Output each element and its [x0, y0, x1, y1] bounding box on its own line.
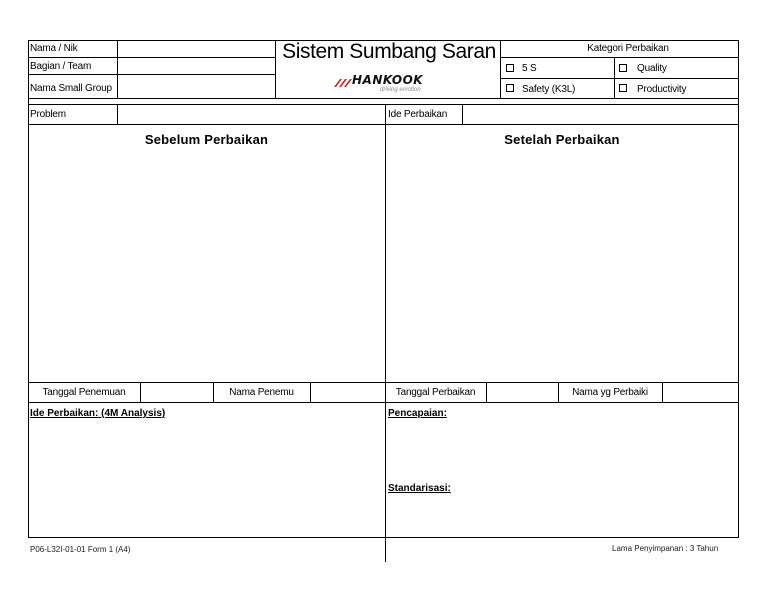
problem-label: Problem: [30, 109, 66, 120]
retention-period: Lama Penyimpanan : 3 Tahun: [612, 544, 719, 553]
nama-yg-perbaiki-label: Nama yg Perbaiki: [572, 387, 648, 398]
tanggal-penemuan-label: Tanggal Penemuan: [42, 387, 126, 398]
ide-perbaikan-label: Ide Perbaikan: [388, 109, 448, 120]
analysis-label: Ide Perbaikan: (4M Analysis): [30, 408, 166, 419]
checkbox-safety[interactable]: [506, 84, 514, 92]
field-label-bagian-team: Bagian / Team: [30, 61, 92, 72]
checkbox-label-5s: 5 S: [522, 63, 537, 74]
after-title: Setelah Perbaikan: [504, 132, 620, 147]
pencapaian-label: Pencapaian:: [388, 408, 447, 419]
checkbox-label-productivity: Productivity: [637, 84, 687, 95]
standarisasi-label: Standarisasi:: [388, 483, 451, 494]
field-label-nama-small-group: Nama Small Group: [30, 83, 112, 94]
suggestion-form: [28, 40, 739, 538]
tanggal-perbaikan-label: Tanggal Perbaikan: [395, 387, 476, 398]
form-code: P06-L32I-01-01 Form 1 (A4): [30, 545, 131, 554]
checkbox-label-quality: Quality: [637, 63, 667, 74]
field-label-nama-nik: Nama / Nik: [30, 43, 78, 54]
before-title: Sebelum Perbaikan: [144, 132, 269, 147]
form-border: [28, 40, 739, 538]
kategori-title: Kategori Perbaikan: [587, 43, 669, 54]
checkbox-quality[interactable]: [619, 64, 627, 72]
hankook-logo-tagline: driving emotion: [380, 87, 421, 93]
hankook-logo-mark-icon: [332, 75, 352, 85]
form-title: Sistem Sumbang Saran: [282, 40, 496, 63]
checkbox-5s[interactable]: [506, 64, 514, 72]
checkbox-productivity[interactable]: [619, 84, 627, 92]
nama-penemu-label: Nama Penemu: [229, 387, 294, 398]
checkbox-label-safety: Safety (K3L): [522, 84, 576, 95]
hankook-logo-text: HANKOOK: [352, 73, 424, 87]
